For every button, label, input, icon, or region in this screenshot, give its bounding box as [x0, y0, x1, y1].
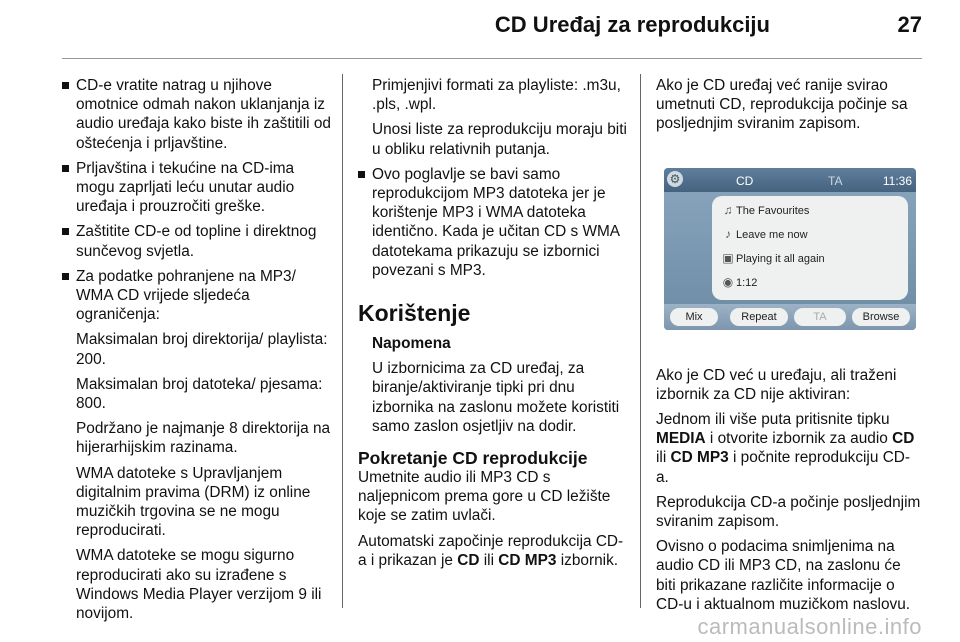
column-2: [358, 76, 630, 576]
paragraph: Unosi liste za reprodukciju moraju biti u obliku relativnih putanja.: [372, 121, 627, 158]
note-text: U izbornicima za CD uređaj, za biranje/aktiviranje tipki pri dnu izbornika na zaslonu možete koristiti samo zaslon osjetljiv na dodir.: [372, 360, 620, 435]
paragraph: Umetnite audio ili MP3 CD s naljepnicom prema gore u CD ležište koje se zatim uvlači.: [358, 469, 611, 525]
screen-tab-cd: CD: [736, 173, 754, 188]
bullet-item: CD-e vratite natrag u njihove omotnice odmah nakon uklanjanja iz audio uređaja kako biste ih zaštitili od oštećenja i prljavštine.: [62, 76, 332, 153]
screen-row-playing: ▣ Playing it all again: [720, 248, 904, 270]
file-icon: ▣: [722, 250, 734, 265]
page-title: CD Uređaj za reprodukciju: [494, 12, 770, 37]
section-heading: Korištenje: [358, 300, 471, 327]
screen-row-track: ♪ Leave me now: [720, 224, 904, 246]
paragraph: Podržano je najmanje 8 direktorija na hijerarhijskim razinama.: [76, 420, 331, 457]
screen-track-panel: [712, 196, 908, 300]
paragraph: WMA datoteke se mogu sigurno reproducirati ako su izrađene s Windows Media Player verzijom 9 ili novijom.: [76, 547, 322, 623]
header-rule: [62, 58, 922, 59]
paragraph: Primjenjivi formati za playliste: .m3u, .pls, .wpl.: [372, 77, 621, 114]
repeat-button: Repeat: [730, 308, 788, 326]
paragraph: WMA datoteke s Upravljanjem digitalnim pravima (DRM) iz online muzičkih trgovina se ne mogu reproducirati.: [76, 464, 311, 540]
watermark: carmanualsonline.info: [697, 614, 922, 639]
bullet-item: Ovo poglavlje se bavi samo reprodukcijom MP3 datoteka jer je korištenje MP3 i WMA datoteka identično. Kada je učitan CD s WMA datotekama prikazuju se izbornici povezani s MP3.: [358, 165, 630, 280]
paragraph: Ako je CD uređaj već ranije svirao umetnuti CD, reprodukcija počinje sa posljednjim sviranim zapisom.: [656, 77, 908, 133]
subsection-heading: Pokretanje CD reprodukcije: [358, 448, 588, 469]
paragraph: Ovisno o podacima snimljenima na audio CD ili MP3 CD, na zaslonu će biti prikazane različite informacije o CD-u i aktualnom muzičkom naslovu.: [656, 538, 911, 613]
screen-tab-ta: TA: [828, 173, 843, 188]
paragraph: Maksimalan broj datoteka/ pjesama: 800.: [76, 375, 323, 413]
paragraph: Reprodukcija CD-a počinje posljednjim sviranim zapisom.: [656, 493, 921, 531]
settings-icon: ⚙: [667, 171, 683, 187]
paragraph: Jednom ili više puta pritisnite tipku MEDIA i otvorite izbornik za audio CD ili CD MP3 i počnite reprodukciju CD-a.: [656, 411, 915, 486]
column-3: [656, 76, 922, 620]
note-title: Napomena: [372, 335, 451, 353]
paragraph: Maksimalan broj direktorija/ playlista: 200.: [76, 331, 328, 368]
ta-button: TA: [794, 308, 846, 326]
screen-row-album: ♫ The Favourites: [720, 200, 904, 222]
note-icon: ♪: [725, 226, 731, 241]
screen-top-bar: [664, 168, 916, 192]
mix-button: Mix: [670, 308, 718, 326]
bullet-item: Za podatke pohranjene na MP3/ WMA CD vrijede sljedeća ograničenja:: [62, 267, 332, 325]
screen-clock: 11:36: [882, 173, 912, 188]
column-divider-2: [640, 74, 641, 608]
page-number: 27: [897, 12, 922, 37]
bullet-item: Zaštitite CD-e od topline i direktnog sunčevog svjetla.: [62, 222, 332, 260]
paragraph: Ako je CD već u uređaju, ali traženi izbornik za CD nije aktiviran:: [656, 366, 897, 403]
disc-icon: ◉: [722, 274, 734, 289]
screen-button-bar: [664, 304, 916, 330]
album-icon: ♫: [723, 202, 733, 217]
cd-menu-screenshot: [664, 168, 916, 330]
bullet-item: Prljavština i tekućine na CD-ima mogu zaprljati leću unutar audio uređaja i prouzročiti greške.: [62, 159, 332, 217]
column-1: [62, 76, 332, 629]
screen-row-time: ◉ 1:12: [720, 272, 904, 294]
column-divider-1: [342, 74, 343, 608]
browse-button: Browse: [852, 308, 910, 326]
paragraph: Automatski započinje reprodukcija CD-a i prikazan je CD ili CD MP3 izbornik.: [358, 532, 624, 569]
